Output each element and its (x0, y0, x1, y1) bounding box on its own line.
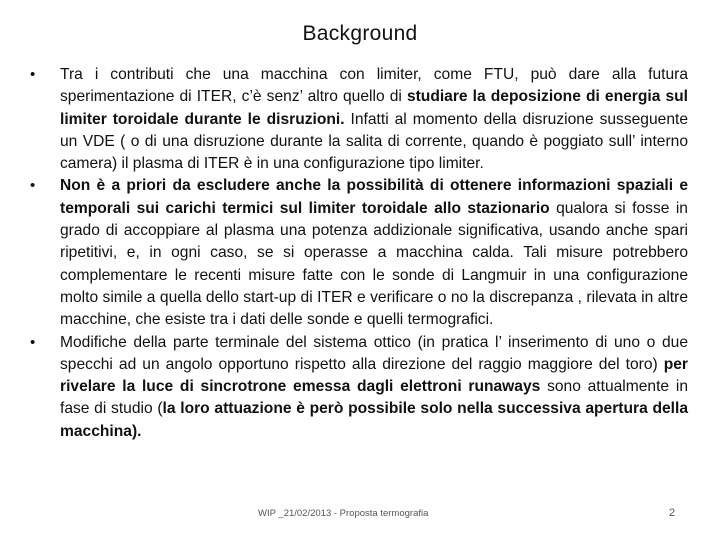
text-run-bold: studiare la deposizione di energia sul limiter toroidale durante le disruzioni. (60, 88, 688, 128)
bullet-list (30, 64, 688, 443)
bullet-text (60, 177, 688, 328)
page-number: 2 (669, 507, 676, 519)
bullet-dot: • (30, 333, 36, 351)
text-run-bold: Non è a priori da escludere anche la possibilità di ottenere informazioni spaziali e temporali sui carichi termici sul limiter toroidale allo stazionario (60, 177, 688, 217)
text-run-bold: la loro attuazione è però possibile solo nella successiva apertura della macchina). (60, 400, 688, 440)
text-run: qualora si fosse in grado di accoppiare al plasma una potenza addizionale significativa, usando anche spari ripetitivi, e, in ogni caso, se si operasse a macchina calda. Tali misure potrebbero complementare le recenti misure fatte con le sonde di Langmuir in una configurazione molto simile a quella dello start-up di ITER e verificare o no la discrepanza , rilevata in altre macchine, che esiste tra i dati delle sonde e quelli termografici. (60, 199, 688, 329)
slide-title: Background (302, 22, 418, 45)
bullet-item (30, 175, 688, 331)
bullet-text (60, 334, 688, 440)
footer-text: WIP _21/02/2013 - Proposta termografia (258, 508, 429, 519)
text-run: Modifiche della parte terminale del sistema ottico (in pratica l’ inserimento di uno o due specchi ad un angolo opportuno rispetto alla direzione del raggio maggiore del toro) (60, 333, 688, 373)
bullet-dot: • (30, 66, 36, 83)
text-run: sono attualmente in fase di studio ( (60, 378, 688, 418)
bullet-dot: • (30, 177, 36, 195)
text-run: Tra i contributi che una macchina con limiter, come FTU, può dare alla futura sperimentazione di ITER, c’è senz’ altro quello di (60, 66, 688, 106)
bullet-item (30, 332, 688, 443)
bullet-text (60, 66, 688, 172)
bullet-item (30, 64, 688, 175)
text-run: Infatti al momento della disruzione susseguente un VDE ( o di una disruzione durante la salita di corrente, quando è poggiato sull’ interno camera) il plasma di ITER è in una configurazione tipo limiter. (60, 110, 688, 173)
text-run-bold: per rivelare la luce di sincrotrone emessa dagli elettroni runaways (60, 355, 688, 396)
